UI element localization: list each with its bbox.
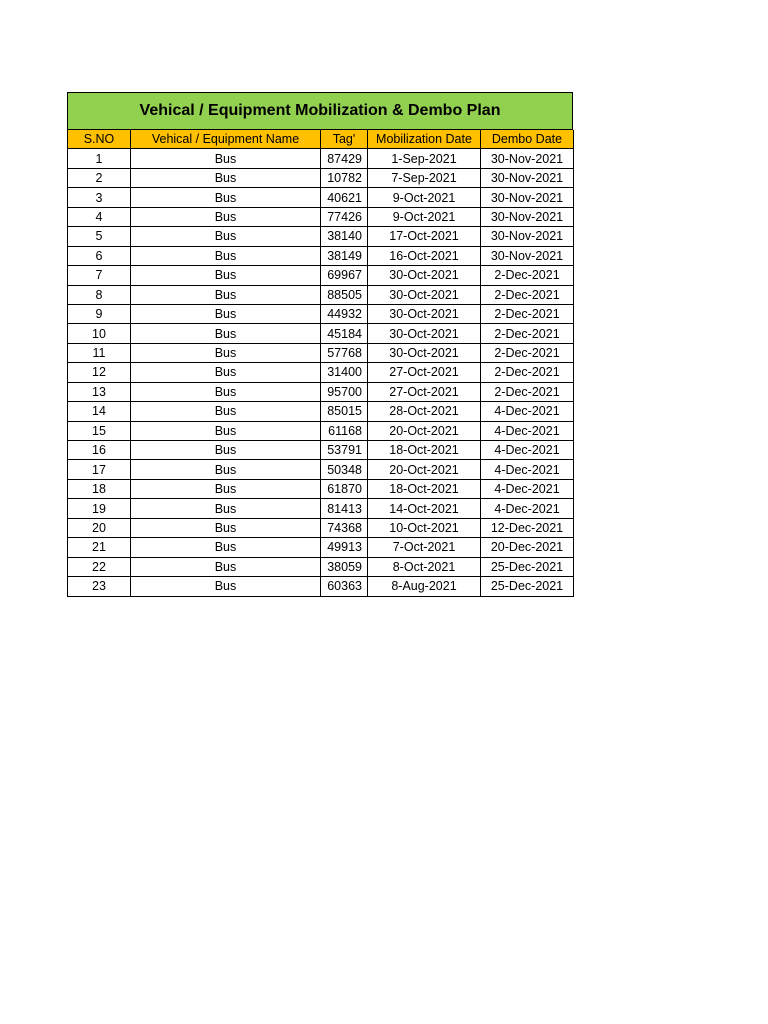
mobilization-table (67, 130, 574, 597)
cell-name: Bus (131, 168, 321, 187)
cell-dembo-date: 4-Dec-2021 (481, 441, 574, 460)
cell-tag: 53791 (321, 441, 368, 460)
table-row (68, 441, 574, 460)
cell-name: Bus (131, 266, 321, 285)
table-row (68, 149, 574, 168)
cell-sno: 1 (68, 149, 131, 168)
table-row (68, 363, 574, 382)
cell-tag: 85015 (321, 402, 368, 421)
cell-sno: 21 (68, 538, 131, 557)
cell-sno: 14 (68, 402, 131, 421)
cell-sno: 13 (68, 382, 131, 401)
table-row (68, 479, 574, 498)
table-body (68, 149, 574, 596)
table-row (68, 343, 574, 362)
cell-mobilization-date: 20-Oct-2021 (368, 460, 481, 479)
cell-mobilization-date: 30-Oct-2021 (368, 343, 481, 362)
cell-name: Bus (131, 441, 321, 460)
cell-tag: 38149 (321, 246, 368, 265)
table-row (68, 168, 574, 187)
cell-mobilization-date: 1-Sep-2021 (368, 149, 481, 168)
cell-dembo-date: 2-Dec-2021 (481, 343, 574, 362)
column-header-dembo-date: Dembo Date (481, 130, 574, 149)
cell-mobilization-date: 27-Oct-2021 (368, 382, 481, 401)
cell-tag: 60363 (321, 577, 368, 596)
mobilization-plan-sheet (67, 92, 573, 597)
column-header-mobilization-date: Mobilization Date (368, 130, 481, 149)
cell-dembo-date: 25-Dec-2021 (481, 577, 574, 596)
table-row (68, 324, 574, 343)
cell-name: Bus (131, 304, 321, 323)
cell-name: Bus (131, 188, 321, 207)
cell-mobilization-date: 28-Oct-2021 (368, 402, 481, 421)
cell-mobilization-date: 20-Oct-2021 (368, 421, 481, 440)
cell-tag: 50348 (321, 460, 368, 479)
cell-sno: 2 (68, 168, 131, 187)
cell-name: Bus (131, 382, 321, 401)
sheet-title: Vehical / Equipment Mobilization & Dembo Plan (67, 92, 573, 130)
cell-name: Bus (131, 577, 321, 596)
cell-name: Bus (131, 246, 321, 265)
cell-tag: 61168 (321, 421, 368, 440)
cell-tag: 38140 (321, 227, 368, 246)
cell-mobilization-date: 7-Oct-2021 (368, 538, 481, 557)
cell-dembo-date: 25-Dec-2021 (481, 557, 574, 576)
cell-mobilization-date: 10-Oct-2021 (368, 518, 481, 537)
cell-dembo-date: 30-Nov-2021 (481, 168, 574, 187)
cell-sno: 18 (68, 479, 131, 498)
cell-name: Bus (131, 538, 321, 557)
cell-name: Bus (131, 343, 321, 362)
table-row (68, 285, 574, 304)
cell-tag: 45184 (321, 324, 368, 343)
cell-dembo-date: 2-Dec-2021 (481, 382, 574, 401)
cell-name: Bus (131, 460, 321, 479)
table-row (68, 460, 574, 479)
cell-name: Bus (131, 479, 321, 498)
cell-dembo-date: 2-Dec-2021 (481, 363, 574, 382)
cell-dembo-date: 4-Dec-2021 (481, 460, 574, 479)
table-row (68, 577, 574, 596)
cell-mobilization-date: 18-Oct-2021 (368, 441, 481, 460)
cell-name: Bus (131, 518, 321, 537)
cell-mobilization-date: 8-Aug-2021 (368, 577, 481, 596)
cell-name: Bus (131, 363, 321, 382)
cell-tag: 10782 (321, 168, 368, 187)
cell-name: Bus (131, 557, 321, 576)
cell-mobilization-date: 9-Oct-2021 (368, 188, 481, 207)
cell-dembo-date: 4-Dec-2021 (481, 499, 574, 518)
cell-mobilization-date: 7-Sep-2021 (368, 168, 481, 187)
cell-tag: 88505 (321, 285, 368, 304)
cell-mobilization-date: 30-Oct-2021 (368, 304, 481, 323)
cell-tag: 44932 (321, 304, 368, 323)
table-row (68, 421, 574, 440)
cell-mobilization-date: 30-Oct-2021 (368, 266, 481, 285)
column-header-name: Vehical / Equipment Name (131, 130, 321, 149)
cell-name: Bus (131, 149, 321, 168)
cell-sno: 20 (68, 518, 131, 537)
cell-tag: 87429 (321, 149, 368, 168)
cell-dembo-date: 2-Dec-2021 (481, 304, 574, 323)
table-row (68, 382, 574, 401)
column-header-tag: Tag' (321, 130, 368, 149)
table-row (68, 499, 574, 518)
cell-dembo-date: 30-Nov-2021 (481, 227, 574, 246)
cell-dembo-date: 30-Nov-2021 (481, 188, 574, 207)
table-row (68, 246, 574, 265)
cell-dembo-date: 2-Dec-2021 (481, 266, 574, 285)
cell-mobilization-date: 16-Oct-2021 (368, 246, 481, 265)
cell-mobilization-date: 17-Oct-2021 (368, 227, 481, 246)
cell-sno: 6 (68, 246, 131, 265)
cell-sno: 4 (68, 207, 131, 226)
cell-mobilization-date: 30-Oct-2021 (368, 324, 481, 343)
cell-dembo-date: 2-Dec-2021 (481, 285, 574, 304)
table-row (68, 304, 574, 323)
cell-dembo-date: 4-Dec-2021 (481, 421, 574, 440)
table-row (68, 266, 574, 285)
cell-sno: 9 (68, 304, 131, 323)
cell-name: Bus (131, 207, 321, 226)
cell-name: Bus (131, 324, 321, 343)
cell-mobilization-date: 9-Oct-2021 (368, 207, 481, 226)
cell-sno: 10 (68, 324, 131, 343)
cell-tag: 38059 (321, 557, 368, 576)
cell-dembo-date: 12-Dec-2021 (481, 518, 574, 537)
cell-sno: 23 (68, 577, 131, 596)
cell-tag: 81413 (321, 499, 368, 518)
cell-name: Bus (131, 285, 321, 304)
cell-name: Bus (131, 402, 321, 421)
cell-tag: 69967 (321, 266, 368, 285)
cell-tag: 57768 (321, 343, 368, 362)
cell-mobilization-date: 14-Oct-2021 (368, 499, 481, 518)
cell-tag: 61870 (321, 479, 368, 498)
cell-sno: 11 (68, 343, 131, 362)
cell-dembo-date: 30-Nov-2021 (481, 149, 574, 168)
cell-sno: 12 (68, 363, 131, 382)
cell-mobilization-date: 27-Oct-2021 (368, 363, 481, 382)
cell-tag: 77426 (321, 207, 368, 226)
cell-tag: 49913 (321, 538, 368, 557)
table-row (68, 518, 574, 537)
table-row (68, 207, 574, 226)
table-row (68, 402, 574, 421)
cell-mobilization-date: 18-Oct-2021 (368, 479, 481, 498)
cell-sno: 7 (68, 266, 131, 285)
cell-sno: 16 (68, 441, 131, 460)
cell-sno: 17 (68, 460, 131, 479)
table-row (68, 227, 574, 246)
cell-sno: 15 (68, 421, 131, 440)
cell-name: Bus (131, 421, 321, 440)
cell-name: Bus (131, 499, 321, 518)
cell-sno: 19 (68, 499, 131, 518)
cell-dembo-date: 4-Dec-2021 (481, 402, 574, 421)
cell-mobilization-date: 8-Oct-2021 (368, 557, 481, 576)
cell-sno: 3 (68, 188, 131, 207)
cell-tag: 95700 (321, 382, 368, 401)
cell-dembo-date: 4-Dec-2021 (481, 479, 574, 498)
cell-mobilization-date: 30-Oct-2021 (368, 285, 481, 304)
cell-sno: 8 (68, 285, 131, 304)
table-row (68, 557, 574, 576)
cell-name: Bus (131, 227, 321, 246)
cell-tag: 74368 (321, 518, 368, 537)
cell-dembo-date: 20-Dec-2021 (481, 538, 574, 557)
table-row (68, 538, 574, 557)
cell-dembo-date: 2-Dec-2021 (481, 324, 574, 343)
cell-sno: 22 (68, 557, 131, 576)
cell-dembo-date: 30-Nov-2021 (481, 246, 574, 265)
table-row (68, 188, 574, 207)
cell-tag: 40621 (321, 188, 368, 207)
cell-sno: 5 (68, 227, 131, 246)
cell-tag: 31400 (321, 363, 368, 382)
column-header-sno: S.NO (68, 130, 131, 149)
cell-dembo-date: 30-Nov-2021 (481, 207, 574, 226)
table-header-row (68, 130, 574, 149)
